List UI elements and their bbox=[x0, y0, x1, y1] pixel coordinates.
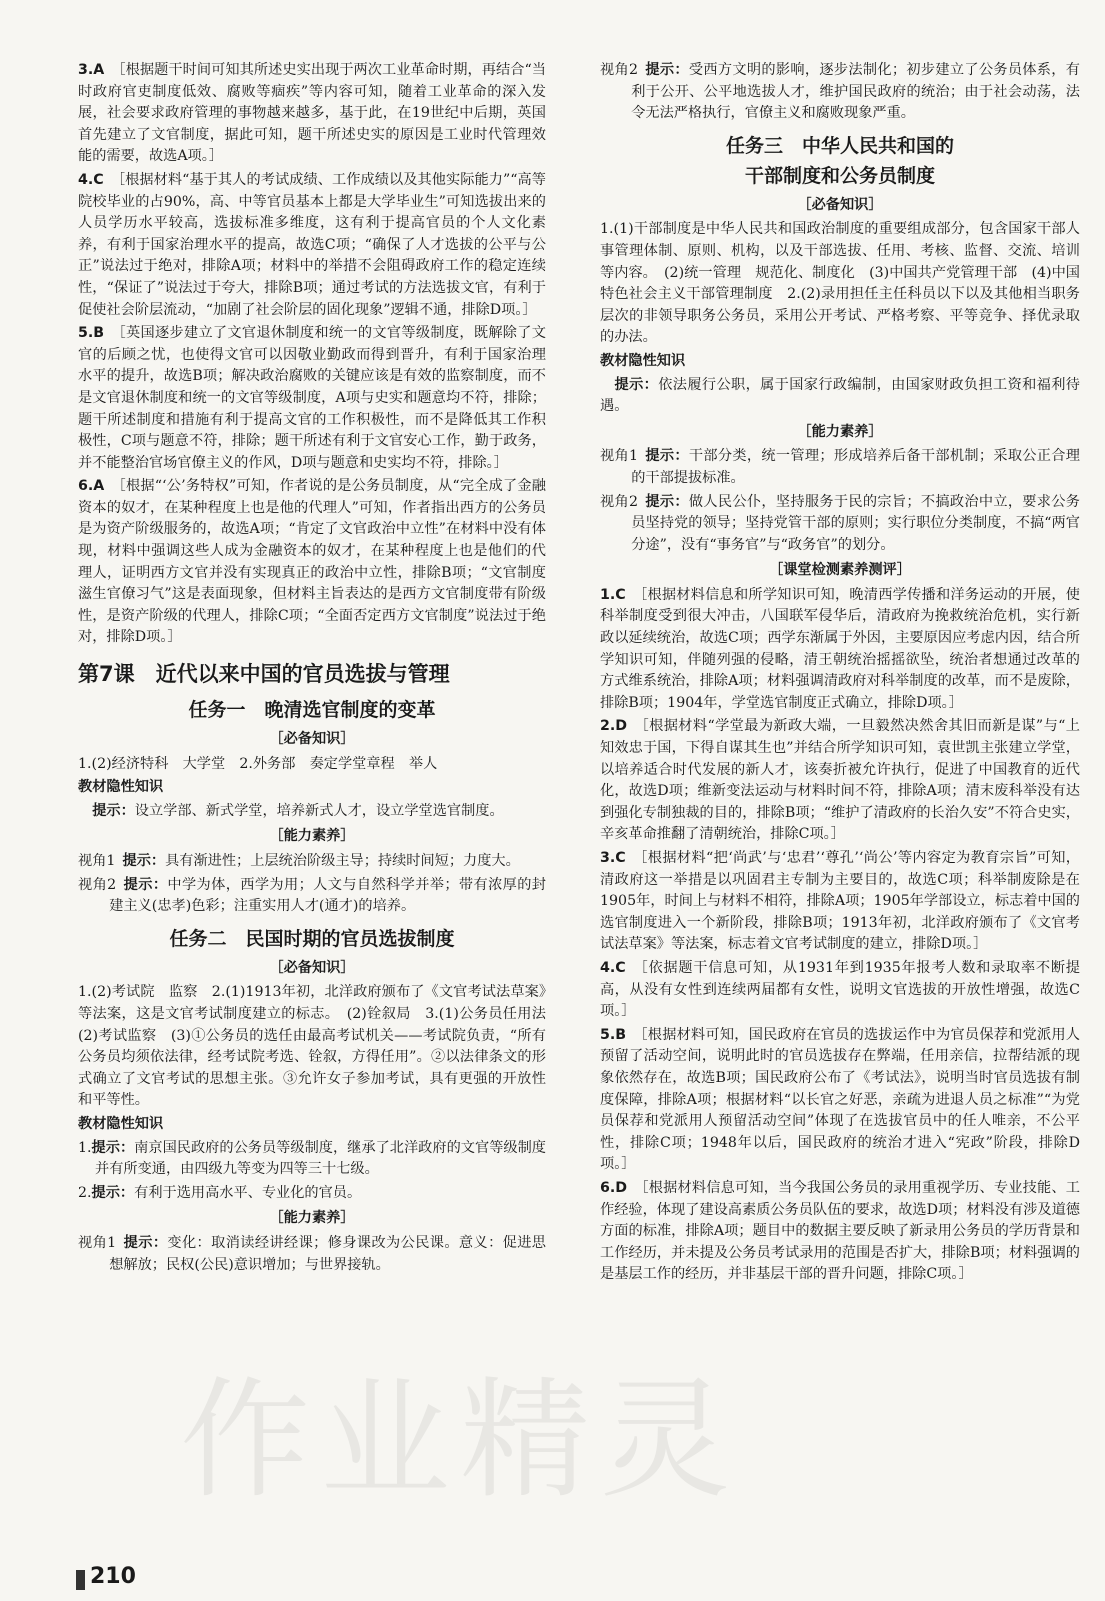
right-column bbox=[600, 60, 1080, 1288]
item-number: 6.D bbox=[600, 1179, 628, 1196]
hidden-text: 有利于选用高水平、专业化的官员。 bbox=[134, 1184, 362, 1201]
item-number: 1.C bbox=[600, 586, 626, 603]
watermark: 作业精灵 bbox=[180, 1364, 741, 1516]
item-text: ［根据材料信息和所学知识可知，晚清西学传播和洋务运动的开展，使科举制度受到很大冲击，八国联军侵华后，清政府为挽救统治危机，实行新政以延续统治，故选C项；西学东渐属于外因，主要原因应考虑内因，结合所学知识可知，伴随列强的侵略，清王朝统治摇摇欲坠，统治者想通过改革的方式维系统治，排除A项；材料强调清政府对科举制度的改革，而不是废除，排除B项；1904年，学堂选官制度正式确立，排除D项。］ bbox=[600, 586, 1080, 711]
item-number: 2. bbox=[78, 1184, 92, 1201]
task1-ability-header: ［能力素养］ bbox=[269, 828, 355, 845]
item-number: 1. bbox=[78, 1139, 92, 1156]
view-text: 中学为体，西学为用；人文与自然科学并举；带有浓厚的封建主义(忠孝)色彩；注重实用人才(通才)的培养。 bbox=[109, 876, 546, 915]
item-text: ［根据材料信息可知，当今我国公务员的录用重视学历、专业技能、工作经验，体现了建设高素质公务员队伍的要求，故选D项；材料没有涉及道德方面的标准，排除A项；题目中的数据主要反映了新录用公务员的学历背景和工作经历，并未提及公务员考试录用的范围是否扩大，排除B项；材料强调的是基层工作的经历，并非基层干部的晋升问题，排除C项。］ bbox=[600, 1179, 1080, 1283]
task3-hidden-header: 教材隐性知识 bbox=[600, 352, 686, 369]
item-number: 3.C bbox=[600, 850, 626, 866]
item-number: 3.A bbox=[78, 62, 105, 78]
view-label: 视角2 bbox=[78, 876, 117, 893]
assessment-item bbox=[600, 848, 1080, 956]
tip-label: 提示： bbox=[645, 493, 689, 510]
lesson-title: 第7课 近代以来中国的官员选拔与管理 bbox=[78, 662, 450, 687]
view-text: 具有渐进性；上层统治阶级主导；持续时间短；力度大。 bbox=[165, 853, 520, 869]
view-label: 视角2 bbox=[600, 493, 639, 510]
tip-label: 提示： bbox=[122, 853, 166, 869]
task2-essential-header: ［必备知识］ bbox=[269, 959, 355, 976]
hidden-item bbox=[78, 1183, 546, 1205]
view-label: 视角1 bbox=[600, 448, 639, 465]
task2-views bbox=[78, 1233, 546, 1276]
task3-hidden-text: 提示：依法履行公职，属于国家行政编制，由国家财政负担工资和福利待遇。 bbox=[600, 376, 1080, 415]
view-item bbox=[600, 492, 1080, 557]
task2-essential-text: 1.(2)考试院 监察 2.(1)1913年初，北洋政府颁布了《文官考试法草案》等法案，这是文官考试制度建立的标志。 (2)铨叙局 3.(1)公务员任用法 (2)考试监察 (3)①公务员的选任由最高考试机关——考试院负责，“所有公务员均须依法律，经考试院考选、铨叙，方得任用”。②以法律条文的形式确立了文官考试的思想主张。③允许女子参加考试，具有更强的开放性和平等性。 bbox=[78, 984, 561, 1109]
view-item bbox=[78, 875, 546, 918]
task3-essential-header: ［必备知识］ bbox=[797, 196, 883, 213]
view2-top: 视角2 提示：受西方文明的影响，逐步法制化；初步建立了公务员体系，有利于公开、公平地选拔人才，维护国民政府的统治；由于社会动荡，法令无法严格执行，官僚主义和腐败现象严重。 bbox=[600, 62, 1080, 122]
tip-label: 提示： bbox=[91, 1139, 135, 1156]
answers-top bbox=[78, 60, 546, 649]
item-text: ［根据题干时间可知其所述史实出现于两次工业革命时期，再结合“当时政府官吏制度低效、腐败等痼疾”等内容可知，随着工业革命的深入发展，社会要求政府管理的事物越来越多，基于此，在19世纪中后期，英国首先建立了文官制度，据此可知，题干所述史实的原因是工业时代管理效能的需要，故选A项。］ bbox=[78, 62, 546, 165]
item-text: ［根据材料“把‘尚武’与‘忠君’‘尊孔’‘尚公’等内容定为教育宗旨”可知，清政府这一举措是以巩固君主专制为主要目的，故选C项；科举制废除是在1905年，时间上与材料不相符，排除A项；1905年学部设立，标志着中国的选官制度进入一个新阶段，排除B项；1913年初，北洋政府颁布了《文官考试法草案》等法案，标志着文官考试制度的建立，排除D项。］ bbox=[600, 850, 1080, 953]
task1-hidden-text: 提示：设立学部、新式学堂，培养新式人才，设立学堂选官制度。 bbox=[92, 802, 504, 819]
view-text: 干部分类，统一管理；形成培养后备干部机制；采取公正合理的干部提拔标准。 bbox=[631, 448, 1080, 486]
task3-essential-text: 1.(1)干部制度是中华人民共和国政治制度的重要组成部分，包含国家干部人事管理体制、原则、机构，以及干部选拔、任用、考核、监督、交流、培训等内容。 (2)统一管理 规范化、制度化 (3)中国共产党管理干部 (4)中国特色社会主义干部管理制度 2.(2)录用担任主任科员以下以及其他相当职务层次的非领导职务公务员，采用公开考试、严格考察、平等竞争、择优录取的办法。 bbox=[600, 221, 1080, 346]
view-item bbox=[600, 446, 1080, 489]
task3-views bbox=[600, 446, 1080, 556]
view-text: 变化：取消读经讲经课；修身课改为公民课。意义：促进思想解放；民权(公民)意识增加；与世界接轨。 bbox=[109, 1234, 546, 1273]
tip-label: 提示： bbox=[123, 876, 168, 893]
hidden-text: 南京国民政府的公务员等级制度，继承了北洋政府的文官等级制度并有所变通，由四级九等变为四等三十七级。 bbox=[95, 1139, 546, 1178]
assessment-item bbox=[600, 716, 1080, 846]
task3-ability-header: ［能力素养］ bbox=[797, 423, 883, 440]
task1-essential-text: 1.(2)经济特科 大学堂 2.外务部 奏定学堂章程 举人 bbox=[78, 755, 438, 772]
task1-hidden-header: 教材隐性知识 bbox=[78, 779, 164, 796]
assessment-items bbox=[600, 585, 1080, 1286]
assessment-item bbox=[600, 585, 1080, 715]
tip-label: 提示： bbox=[123, 1234, 168, 1251]
hidden-item bbox=[78, 1138, 546, 1181]
item-text: ［根据材料“学堂最为新政大端，一旦毅然决然舍其旧而新是谋”与“上知效忠于国，下得自谋其生也”并结合所学知识可知，袁世凯主张建立学堂，以培养适合时代发展的新人才，该奏折被允许执行，促进了中国教育的近代化，故选D项；维新变法运动与材料时间不符，排除A项；清末废科举没有达到强化专制独裁的目的，排除B项；“维护了清政府的长治久安”不符合史实，辛亥革命推翻了清朝统治，排除C项。］ bbox=[600, 718, 1080, 843]
item-text: ［英国逐步建立了文官退休制度和统一的文官等级制度，既解除了文官的后顾之忧，也使得文官可以因敬业勤政而得到晋升，有利于国家治理水平的提升，故选B项；解决政治腐败的关键应该是有效的监察制度，而不是文官退休制度和统一的文官等级制度，A项与史实和题意均不符，排除；题干所述制度和措施有利于提高文官的工作积极性，而不是降低其工作积极性，C项与题意不符，排除；题干所述有利于文官安心工作，勤于政务，并不能整治官场官僚主义的作风，D项与题意和史实均不符，排除。］ bbox=[78, 325, 546, 471]
answer-item bbox=[78, 60, 546, 168]
item-number: 6.A bbox=[78, 478, 105, 495]
task1-views bbox=[78, 851, 546, 918]
task3-title-line1: 任务三 中华人民共和国的 bbox=[725, 134, 954, 157]
page-number-bar bbox=[76, 1570, 85, 1590]
assessment-item bbox=[600, 1178, 1080, 1286]
task2-title: 任务二 民国时期的官员选拔制度 bbox=[169, 927, 455, 950]
view-item bbox=[78, 1233, 546, 1276]
task2-ability-header: ［能力素养］ bbox=[269, 1210, 355, 1227]
item-number: 2.D bbox=[600, 718, 628, 735]
assessment-item bbox=[600, 958, 1080, 1023]
item-text: ［依据题干信息可知，从1931年到1935年报考人数和录取率不断提高，从没有女性到连续两届都有女性，说明文官选拔的开放性增强，故选C项。］ bbox=[600, 959, 1080, 1020]
assessment-header: ［课堂检测素养测评］ bbox=[769, 562, 911, 579]
left-column bbox=[78, 60, 561, 1278]
item-number: 4.C bbox=[600, 959, 626, 976]
item-number: 4.C bbox=[78, 171, 104, 188]
task1-title: 任务一 晚清选官制度的变革 bbox=[188, 699, 436, 722]
view-item bbox=[78, 851, 546, 873]
tip-label: 提示： bbox=[645, 448, 689, 465]
view-text: 做人民公仆，坚持服务于民的宗旨；不搞政治中立，要求公务员坚持党的领导；坚持党管干部的原则；实行职位分类制度，不搞“两官分途”，没有“事务官”与“政务官”的划分。 bbox=[631, 493, 1080, 553]
task2-hidden-header: 教材隐性知识 bbox=[78, 1115, 164, 1132]
answer-item bbox=[78, 323, 546, 474]
view-label: 视角1 bbox=[78, 853, 116, 869]
item-text: ［根据“‘公’务特权”可知，作者说的是公务员制度，从“完全成了金融资本的奴才，在某种程度上也是他的代理人”可知，作者指出西方的公务员是为资产阶级服务的，故选A项；“肯定了文官政治中立性”在材料中没有体现，材料中强调这些人成为金融资本的奴才，在某种程度上也是他们的代理人，证明西方文官并没有实现真正的政治中立性，排除B项；“文官制度滋生官僚习气”这是表面现象，但材料主旨表达的是西方文官制度带有阶级性，是资产阶级的代理人，排除C项；“全面否定西方文官制度”说法过于绝对，排除D项。］ bbox=[78, 478, 546, 646]
task3-title-line2: 干部制度和公务员制度 bbox=[744, 164, 935, 187]
item-text: ［根据材料可知，国民政府在官员的选拔运作中为官员保荐和党派用人预留了活动空间，说明此时的官员选拔存在弊端，任用亲信，拉帮结派的现象依然存在，故选B项；国民政府公布了《考试法》，说明当时官员选拔有制度保障，排除A项；根据材料“以长官之好恶，亲疏为进退人员之标准”“为党员保荐和党派用人预留活动空间”体现了在选拔官员中的任人唯亲，不公平性，排除C项；1948年以后，国民政府的统治才进入“宪政”阶段，排除D项。］ bbox=[600, 1026, 1080, 1173]
assessment-item bbox=[600, 1025, 1080, 1176]
tip-label: 提示： bbox=[91, 1184, 135, 1201]
item-number: 5.B bbox=[600, 1026, 627, 1043]
answer-item bbox=[78, 476, 546, 649]
page-number: 210 bbox=[90, 1564, 136, 1589]
task1-essential-header: ［必备知识］ bbox=[269, 731, 355, 748]
task2-hidden-items bbox=[78, 1138, 546, 1205]
answer-item bbox=[78, 170, 546, 321]
view-label: 视角1 bbox=[78, 1234, 117, 1251]
item-text: ［根据材料“基于其人的考试成绩、工作成绩以及其他实际能力”“高等院校毕业的占90%，高、中等官员基本上都是大学毕业生”可知选拔出来的人员学历水平较高，选拔标准多维度，这有利于提高官员的个人文化素养，有利于国家治理水平的提高，故选C项；“确保了人才选拔的公平与公正”说法过于绝对，排除A项；材料中的举措不会阻碍政府工作的稳定连续性，“保证了”说法过于夸大，排除B项；通过考试的方法选拔文官，有利于促使社会阶层流动，“加剧了社会阶层的固化现象”逻辑不通，排除D项。］ bbox=[78, 171, 546, 318]
item-number: 5.B bbox=[78, 325, 105, 342]
